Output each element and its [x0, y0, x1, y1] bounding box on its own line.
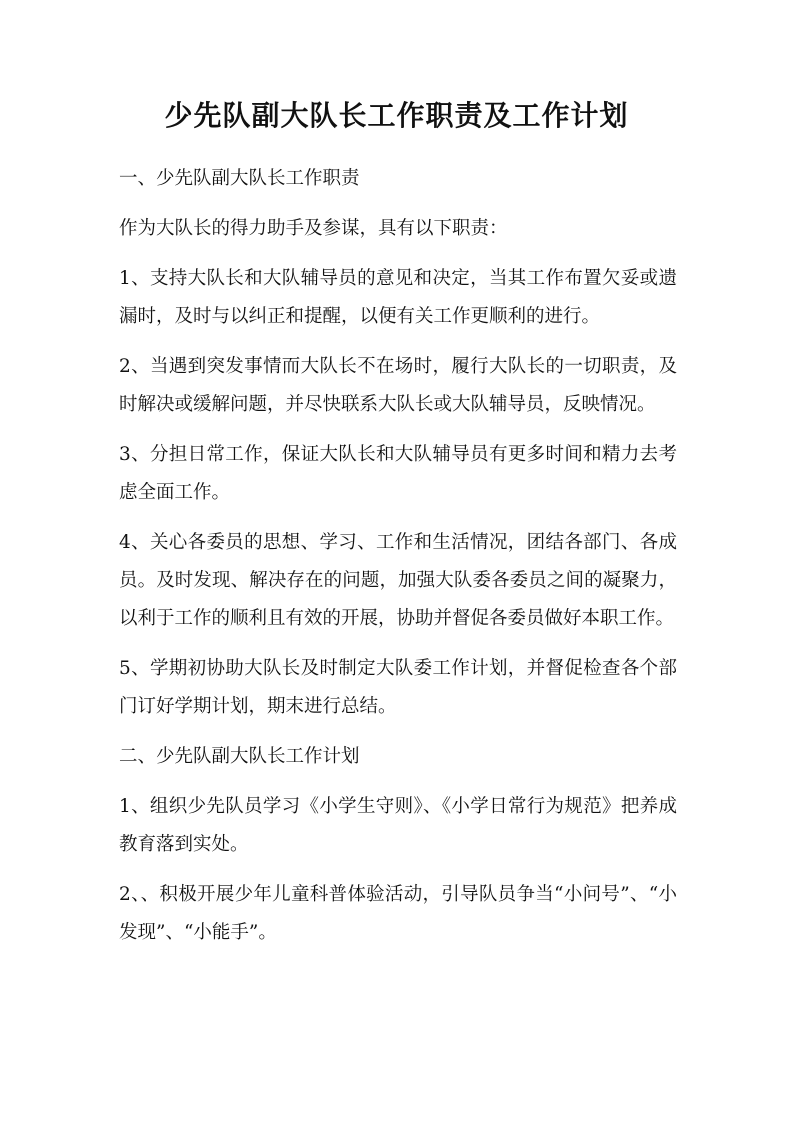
section-heading-duties: 一、少先队副大队长工作职责 [119, 168, 360, 189]
plan-item-1: 1、组织少先队员学习《小学生守则》、《小学日常行为规范》把养成教育落到实处。 [119, 796, 677, 855]
duty-item-3: 3、分担日常工作，保证大队长和大队辅导员有更多时间和精力去考虑全面工作。 [119, 444, 677, 503]
duty-item-1: 1、支持大队长和大队辅导员的意见和决定，当其工作布置欠妥或遗漏时，及时与以纠正和提醒，以便有关工作更顺利的进行。 [119, 268, 677, 327]
duty-item-5: 5、学期初协助大队长及时制定大队委工作计划，并督促检查各个部门订好学期计划，期末进行总结。 [119, 658, 677, 717]
section-heading-plan: 二、少先队副大队长工作计划 [119, 746, 360, 767]
document-title: 少先队副大队长工作职责及工作计划 [164, 99, 629, 132]
duty-item-2: 2、当遇到突发事情而大队长不在场时，履行大队长的一切职责，及时解决或缓解问题，并尽快联系大队长或大队辅导员，反映情况。 [119, 356, 677, 415]
document-body [119, 160, 677, 964]
duty-item-4: 4、关心各委员的思想、学习、工作和生活情况，团结各部门、各成员。及时发现、解决存在的问题，加强大队委各委员之间的凝聚力，以利于工作的顺利且有效的开展，协助并督促各委员做好本职工作。 [119, 532, 677, 629]
plan-item-2: 2、、积极开展少年儿童科普体验活动，引导队员争当“小问号”、“小发现”、“小能手”。 [119, 884, 677, 943]
intro-paragraph: 作为大队长的得力助手及参谋，具有以下职责： [119, 218, 508, 239]
